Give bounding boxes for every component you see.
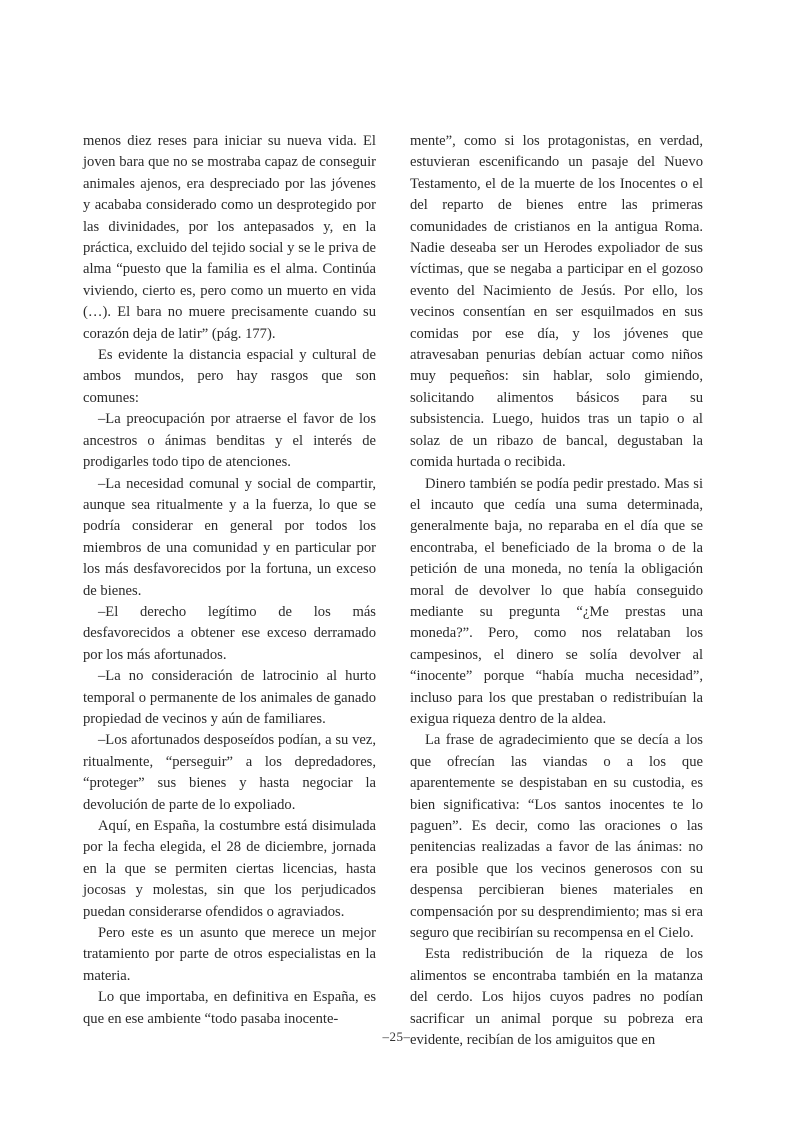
paragraph: Es evidente la distancia espacial y cultural de ambos mundos, pero hay rasgos que son comunes: — [83, 347, 376, 406]
paragraph: menos diez reses para iniciar su nueva vida. El joven bara que no se mostraba capaz de conseguir animales ajenos, era despreciado por las jóvenes y acababa considerado como un desprotegido por las divinidades, por los antepasados y, en la práctica, excluido del tejido social y se le priva de alma “puesto que la familia es el alma. Continúa viviendo, cierto es, pero como un muerto en vida (…). El bara no muere precisamente cuando su corazón deja de latir” (pág. 177). — [83, 133, 376, 342]
left-text-column — [83, 131, 376, 1030]
list-paragraph: –El derecho legítimo de los más desfavorecidos a obtener ese exceso derramado por los más afortunados. — [83, 603, 376, 663]
list-paragraph: –La no consideración de latrocinio al hurto temporal o permanente de los animales de ganado propiedad de vecinos y aún de familiares. — [83, 668, 376, 727]
paragraph: Lo que importaba, en definitiva en España, es que en ese ambiente “todo pasaba inocente- — [83, 989, 376, 1027]
paragraph: Aquí, en España, la costumbre está disimulada por la fecha elegida, el 28 de diciembre, jornada en la que se permiten ciertas licencias, hasta jocosas y molestas, sin que los perjudicados puedan considerarse ofendidos o agraviados. — [83, 818, 376, 920]
paragraph: mente”, como si los protagonistas, en verdad, estuvieran escenificando un pasaje del Nuevo Testamento, el de la muerte de los Inocentes o el del reparto de bienes entre las primeras comunidades de cristianos en la antigua Roma. Nadie deseaba ser un Herodes expoliador de sus víctimas, que se negaba a participar en el gozoso evento del Nacimiento de Jesús. Por ello, los vecinos consentían en ser esquilmados en sus comidas por ese día, y los jóvenes que atravesaban penurias debían actuar como niños muy pequeños: sin hablar, solo gimiendo, solicitando alimentos básicos para su subsistencia. Luego, huidos tras un tapio o al solaz de un ribazo de bancal, degustaban la comida hurtada o recibida. — [410, 133, 703, 471]
list-paragraph: –La preocupación por atraerse el favor de los ancestros o ánimas benditas y el interés de prodigarles todo tipo de atenciones. — [83, 411, 376, 471]
list-paragraph: –La necesidad comunal y social de compartir, aunque sea ritualmente y a la fuerza, lo que se podría considerar en general por todos los miembros de una comunidad y en particular por los más desfavorecidos por la fortuna, un exceso de bienes. — [83, 475, 376, 599]
paragraph: La frase de agradecimiento que se decía a los que ofrecían las viandas o a los que aparentemente se despistaban en su custodia, es bien significativa: “Los santos inocentes te lo paguen”. Es decir, como las oraciones o las penitencias realizadas a favor de las ánimas: no era posible que los vecinos generosos con su despensa percibieran bienes materiales en compensación por su desprendimiento; mas si era seguro que recibirían su recompensa en el Cielo. — [410, 732, 703, 942]
page-number: –25– — [382, 1029, 411, 1044]
right-text-column — [410, 131, 703, 1051]
paragraph: Pero este es un asunto que merece un mejor tratamiento por parte de otros especialistas en la materia. — [83, 925, 376, 984]
paragraph: Esta redistribución de la riqueza de los alimentos se encontraba también en la matanza del cerdo. Los hijos cuyos padres no podían sacrificar un animal porque su pobreza era evidente, recibían de los amiguitos que en — [410, 946, 703, 1049]
paragraph: Dinero también se podía pedir prestado. Mas si el incauto que cedía una suma determinada, generalmente baja, no reparaba en el día que se encontraba, el beneficiado de la broma o de la petición de una moneda, no tenía la obligación moral de devolver lo que había conseguido mediante su pregunta “¿Me prestas una moneda?”. Pero, como nos relataban los campesinos, el dinero se solía devolver al “inocente” porque “había mucha necesidad”, incluso para los que prestaban o redistribuían la exigua riqueza dentro de la aldea. — [410, 475, 703, 727]
list-paragraph: –Los afortunados desposeídos podían, a su vez, ritualmente, “perseguir” a los depredadores, “proteger” sus bienes y hasta negociar la devolución de parte de lo expoliado. — [83, 732, 376, 813]
